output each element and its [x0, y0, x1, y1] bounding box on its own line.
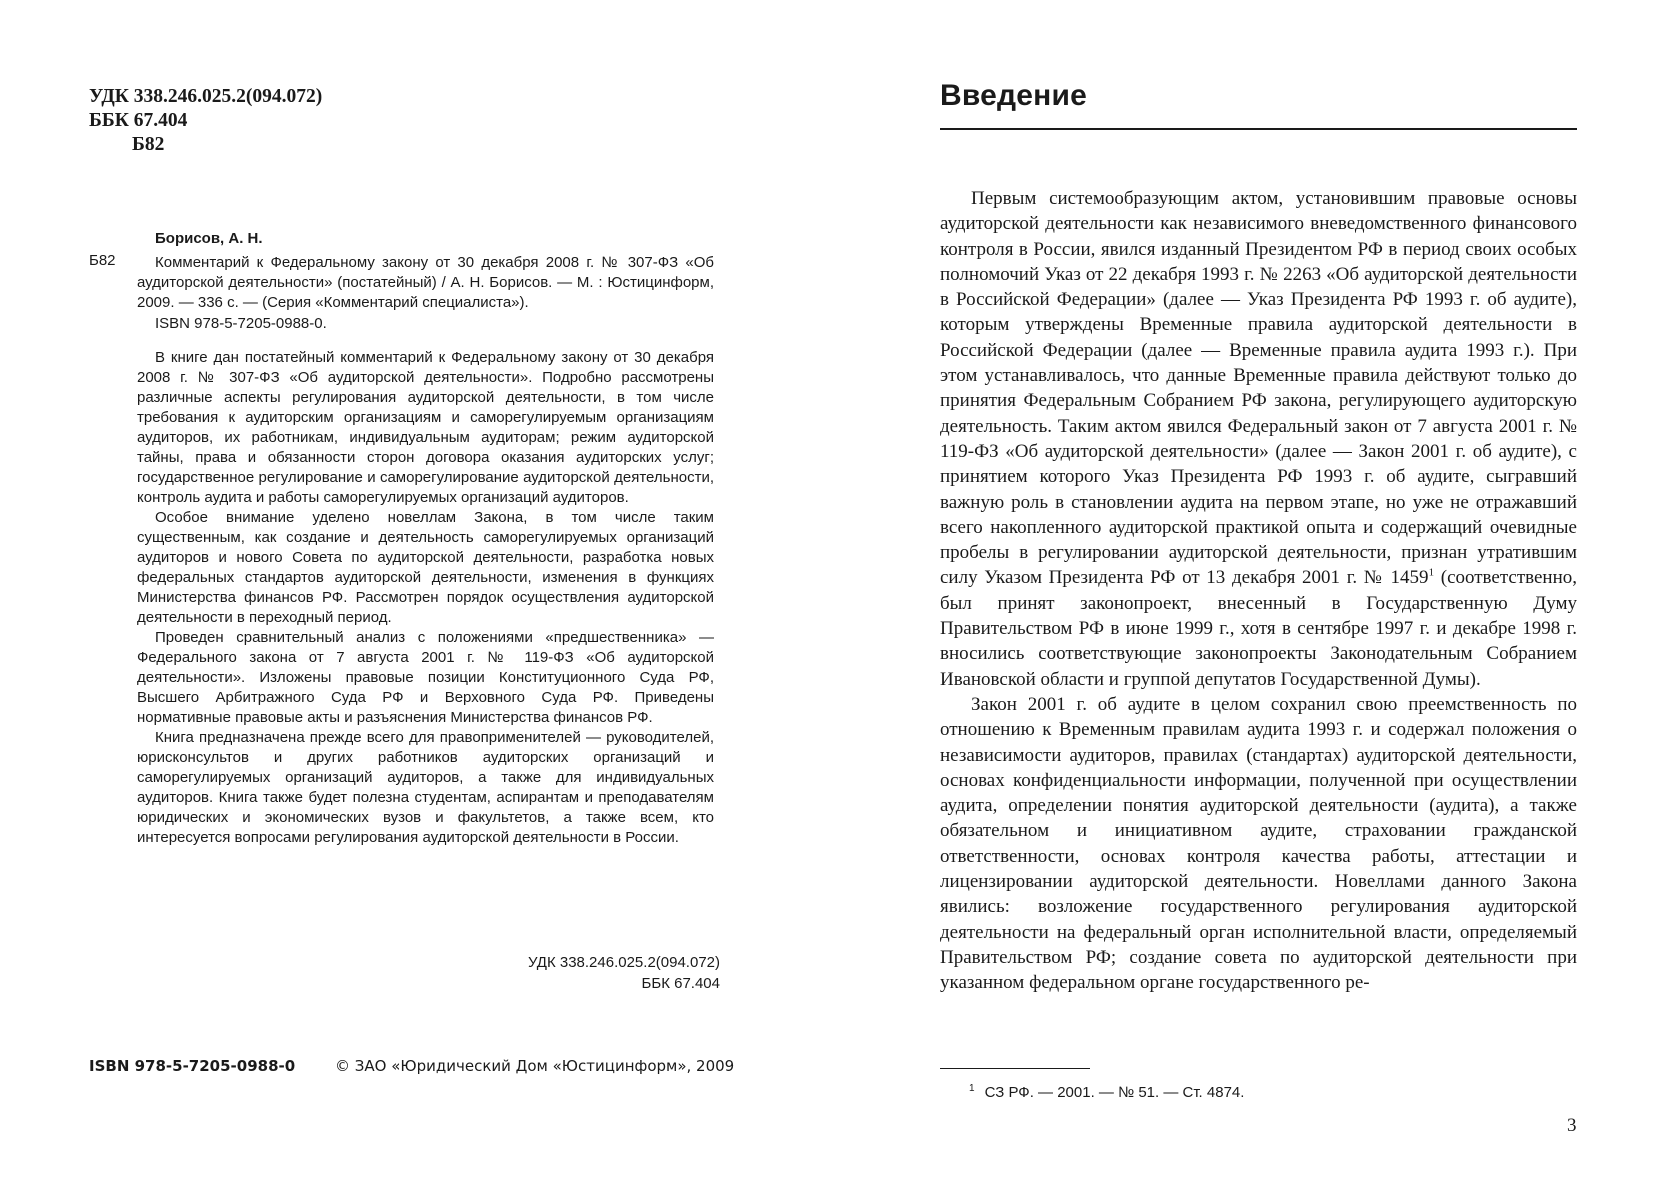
body-text [940, 186, 1577, 996]
footnote-text: СЗ РФ. — 2001. — № 51. — Ст. 4874. [984, 1084, 1245, 1101]
annotation-paragraph: В книге дан постатейный комментарий к Федеральному закону от 30 декабря 2008 г. № 307-ФЗ «Об аудиторской деятельности». Подробно рассмотрены различные аспекты регулирования аудиторской деятельности, в том числе требования к аудиторским организациям и саморегулируемым организациям аудиторов, их работникам, индивидуальным аудиторам; режим аудиторской тайны, права и обязанности сторон договора оказания аудиторских услуг; государственное регулирование и саморегулирование аудиторской деятельности, контроль аудита и работы саморегулируемых организаций аудиторов. [137, 349, 714, 506]
body-paragraph: Закон 2001 г. об аудите в целом сохранил свою преемственность по отношению к Временным правилам аудита 1993 г. и содержал положения о независимости аудиторов, правилах (стандартах) аудиторской деятельности, основах конфиденциальности информации, полученной при осуществлении аудита, определении понятия аудиторской деятельности (аудита), а также обязательном и инициативном аудите, страховании гражданской ответственности, основах контроля качества работы, аттестации и лицензировании аудиторской деятельности. Новеллами данного Закона явились: возложение государственного регулирования аудиторской деятельности на федеральный орган исполнительной власти, определяемый Правительством РФ; создание совета по аудиторской деятельности при указанном федеральном органе государственного ре- [940, 693, 1577, 994]
udk-code-bottom: УДК 338.246.025.2(094.072) [527, 954, 720, 971]
annotation-paragraph: Проведен сравнительный анализ с положениями «предшественника» — Федерального закона от 7 августа 2001 г. № 119-ФЗ «Об аудиторской деятельности». Изложены правовые позиции Конституционного Суда РФ, Высшего Арбитражного Суда РФ и Верховного Суда РФ. Приведены нормативные правовые акты и разъяснения Министерства финансов РФ. [137, 629, 714, 726]
bbk-code: ББК 67.404 [89, 110, 188, 131]
footnote [969, 1083, 1244, 1101]
margin-author-sign: Б82 [89, 252, 116, 269]
isbn-footer: ISBN 978-5-7205-0988-0 [89, 1057, 296, 1075]
annotation-paragraph: Особое внимание уделено новеллам Закона, в том числе таким существенным, как создание и деятельность саморегулируемых организаций аудиторов и нового Совета по аудиторской деятельности, разработка новых федеральных стандартов аудиторской деятельности, изменения в функциях Министерства финансов РФ. Рассмотрен порядок осуществления аудиторской деятельности в переходный период. [137, 509, 714, 626]
bibliographic-record [137, 253, 714, 343]
copyright-notice: © ЗАО «Юридический Дом «Юстицинформ», 2009 [335, 1057, 735, 1075]
author-name: Борисов, А. Н. [155, 230, 263, 247]
classification-codes [89, 85, 322, 157]
footnote-reference: 1 [1428, 567, 1435, 580]
annotation-paragraph: Книга предназначена прежде всего для правоприменителей — руководителей, юрисконсультов и других работников аудиторских организаций и саморегулируемых организаций аудиторов, а также для индивидуальных аудиторов. Книга также будет полезна студентам, аспирантам и преподавателям юридических и экономических вузов и факультетов, а также всем, кто интересуется вопросами регулирования аудиторской деятельности в России. [137, 729, 714, 846]
heading-rule [940, 128, 1577, 130]
annotation [137, 348, 714, 848]
author-sign: Б82 [132, 134, 165, 155]
bbk-code-bottom: ББК 67.404 [641, 974, 720, 992]
bibliographic-description: Комментарий к Федеральному закону от 30 декабря 2008 г. № 307-ФЗ «Об аудиторской деятельности» (постатейный) / А. Н. Борисов. — М. : Юстицинформ, 2009. — 336 с. — (Серия «Комментарий специалиста»). [137, 254, 714, 311]
footnote-separator [940, 1068, 1090, 1069]
body-paragraph [940, 186, 1577, 692]
chapter-heading: Введение [940, 79, 1087, 112]
bottom-classification-codes [420, 953, 720, 994]
right-page [827, 0, 1654, 1199]
footnote-number: 1 [969, 1083, 975, 1094]
isbn-line: ISBN 978-5-7205-0988-0. [155, 315, 327, 332]
udk-code: УДК 338.246.025.2(094.072) [89, 86, 323, 107]
page-number: 3 [1567, 1115, 1577, 1136]
paragraph-text: Первым системообразующим актом, установившим правовые основы аудиторской деятельности как независимого вневедомственного финансового контроля в России, явился изданный Президентом РФ в период своих особых полномочий Указ от 22 декабря 1993 г. № 2263 «Об аудиторской деятельности в Российской Федерации» (далее — Указ Президента РФ 1993 г. об аудите), которым утверждены Временные правила аудиторской деятельности в Российской Федерации (далее — Временные правила аудита 1993 г.). При этом устанавливалось, что данные Временные правила действуют только до принятия Федеральным Собранием РФ закона, регулирующего аудиторскую деятельность. Таким актом явился Федеральный закон от 7 августа 2001 г. № 119-ФЗ «Об аудиторской деятельности» (далее — Закон 2001 г. об аудите), с принятием которого Указ Президента РФ 1993 г. об аудите, сыгравший важную роль в становлении аудита на первом этапе, но уже не отражавший всего накопленного аудиторской практикой опыта и содержащий очевидные пробелы в регулировании аудиторской деятельности, признан утратившим силу Указом Президента РФ от 13 декабря 2001 г. № 1459 [940, 188, 1577, 589]
paragraph-text: (соответственно, был принят законопроект, внесенный в Государственную Думу Правительством РФ в июне 1999 г., хотя в сентябре 1997 г. и декабре 1998 г. вносились соответствующие законопроекты Законодательным Собранием Ивановской области и группой депутатов Государственной Думы). [940, 567, 1577, 690]
